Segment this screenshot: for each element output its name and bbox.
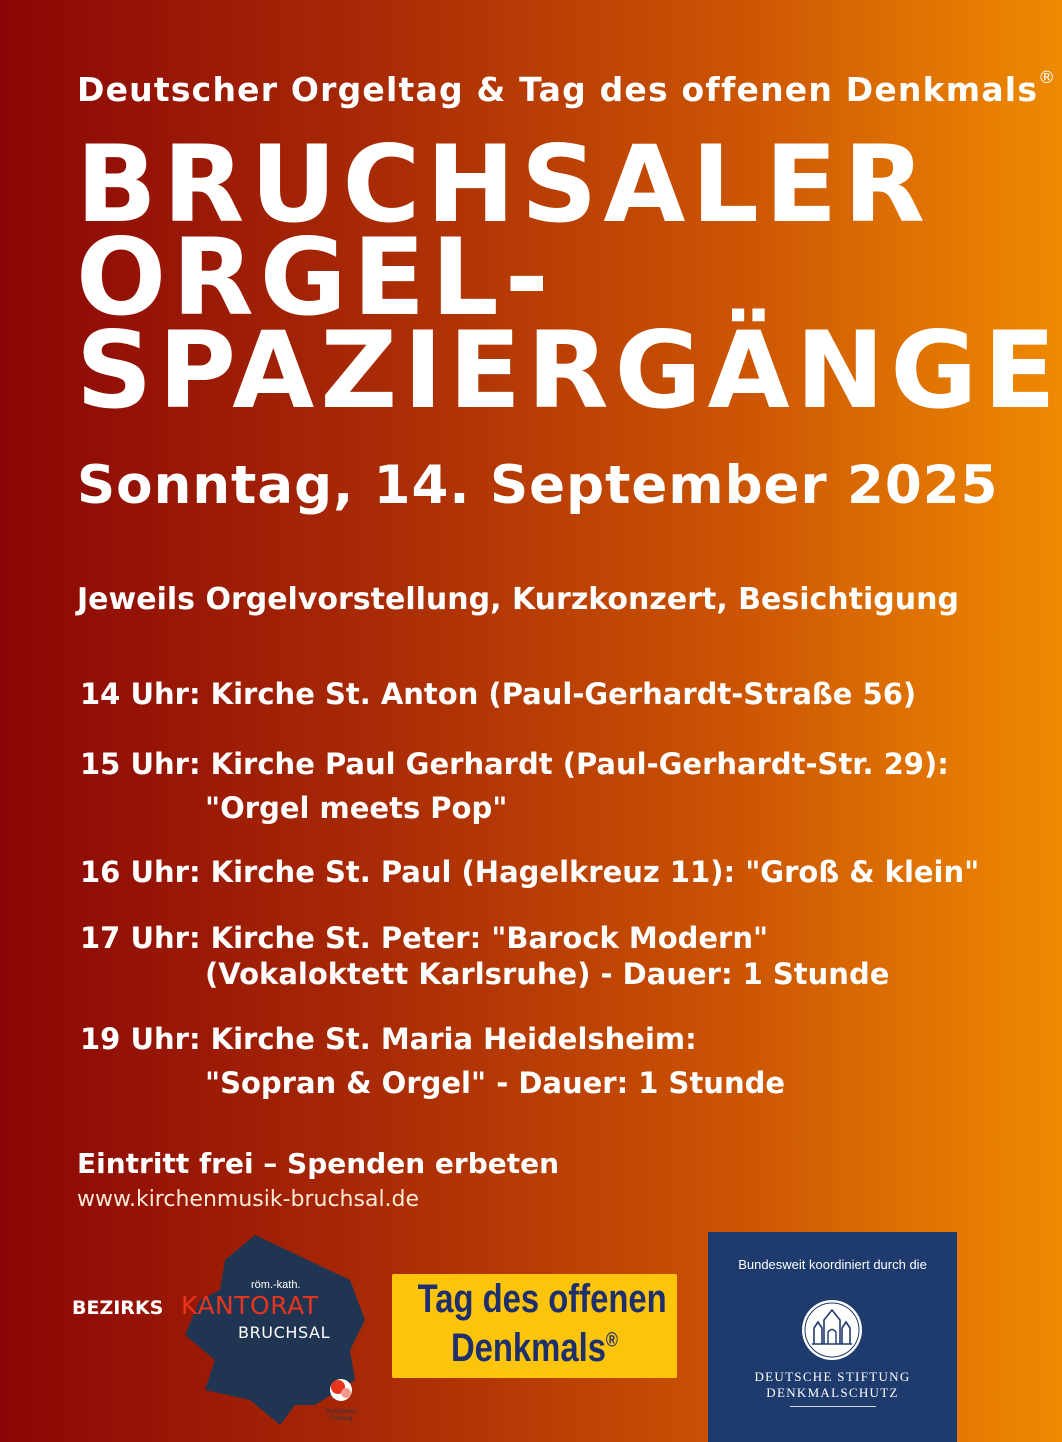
event-item [80, 1017, 785, 1105]
kantorat-small-label: röm.-kath. [251, 1279, 301, 1291]
bezirkskantorat-logo [65, 1230, 395, 1430]
kantorat-word-1: BEZIRKS [72, 1297, 164, 1319]
stiftung-name-line-2: DENKMALSCHUTZ [766, 1385, 899, 1400]
event-line: 15 Uhr: Kirche Paul Gerhardt (Paul-Gerhardt-Str. 29): [80, 747, 949, 781]
event-item [80, 850, 979, 894]
event-line: 14 Uhr: Kirche St. Anton (Paul-Gerhardt-Straße 56) [80, 677, 917, 711]
diocese-label-1: Erzdiözese [326, 1409, 356, 1415]
title-line-2: ORGEL- [76, 216, 555, 339]
diocese-label-2: Freiburg [329, 1416, 353, 1422]
denkmal-logo-line-1: Tag des offenen [417, 1277, 667, 1321]
divider [790, 1406, 876, 1407]
website-link[interactable]: www.kirchenmusik-bruchsal.de [77, 1187, 420, 1212]
program-intro: Jeweils Orgelvorstellung, Kurzkonzert, Besichtigung [77, 582, 959, 617]
event-line: 17 Uhr: Kirche St. Peter: "Barock Modern" [80, 921, 769, 955]
event-line-continued: (Vokaloktett Karlsruhe) - Dauer: 1 Stunde [205, 957, 890, 991]
event-item [80, 742, 949, 830]
erzdioezese-emblem-icon [330, 1379, 352, 1401]
event-date: Sonntag, 14. September 2025 [77, 455, 999, 516]
kantorat-word-2: KANTORAT [181, 1291, 319, 1320]
event-line-continued: "Sopran & Orgel" - Dauer: 1 Stunde [205, 1066, 786, 1100]
title-line-1: BRUCHSALER [76, 123, 931, 246]
kantorat-city: BRUCHSAL [238, 1323, 331, 1342]
event-item [80, 920, 889, 992]
supertitle: Deutscher Orgeltag & Tag des offenen Denkmals® [77, 68, 1057, 109]
tag-des-offenen-denkmals-logo [392, 1274, 677, 1378]
admission-note: Eintritt frei – Spenden erbeten [77, 1147, 560, 1180]
event-line: 16 Uhr: Kirche St. Paul (Hagelkreuz 11): "Groß & klein" [80, 855, 980, 889]
deutsche-stiftung-denkmalschutz-logo [708, 1232, 957, 1442]
coordination-note: Bundesweit koordiniert durch die [738, 1257, 927, 1272]
denkmal-logo-line-2: Denkmals® [450, 1326, 619, 1370]
event-line-continued: "Orgel meets Pop" [205, 791, 508, 825]
event-item [80, 672, 916, 716]
stiftung-emblem-icon [800, 1298, 864, 1362]
title-line-3: SPAZIERGÄNGE [76, 309, 1062, 432]
stiftung-name-line-1: DEUTSCHE STIFTUNG [754, 1369, 911, 1384]
registered-mark: ® [1038, 68, 1057, 88]
event-line: 19 Uhr: Kirche St. Maria Heidelsheim: [80, 1022, 697, 1056]
